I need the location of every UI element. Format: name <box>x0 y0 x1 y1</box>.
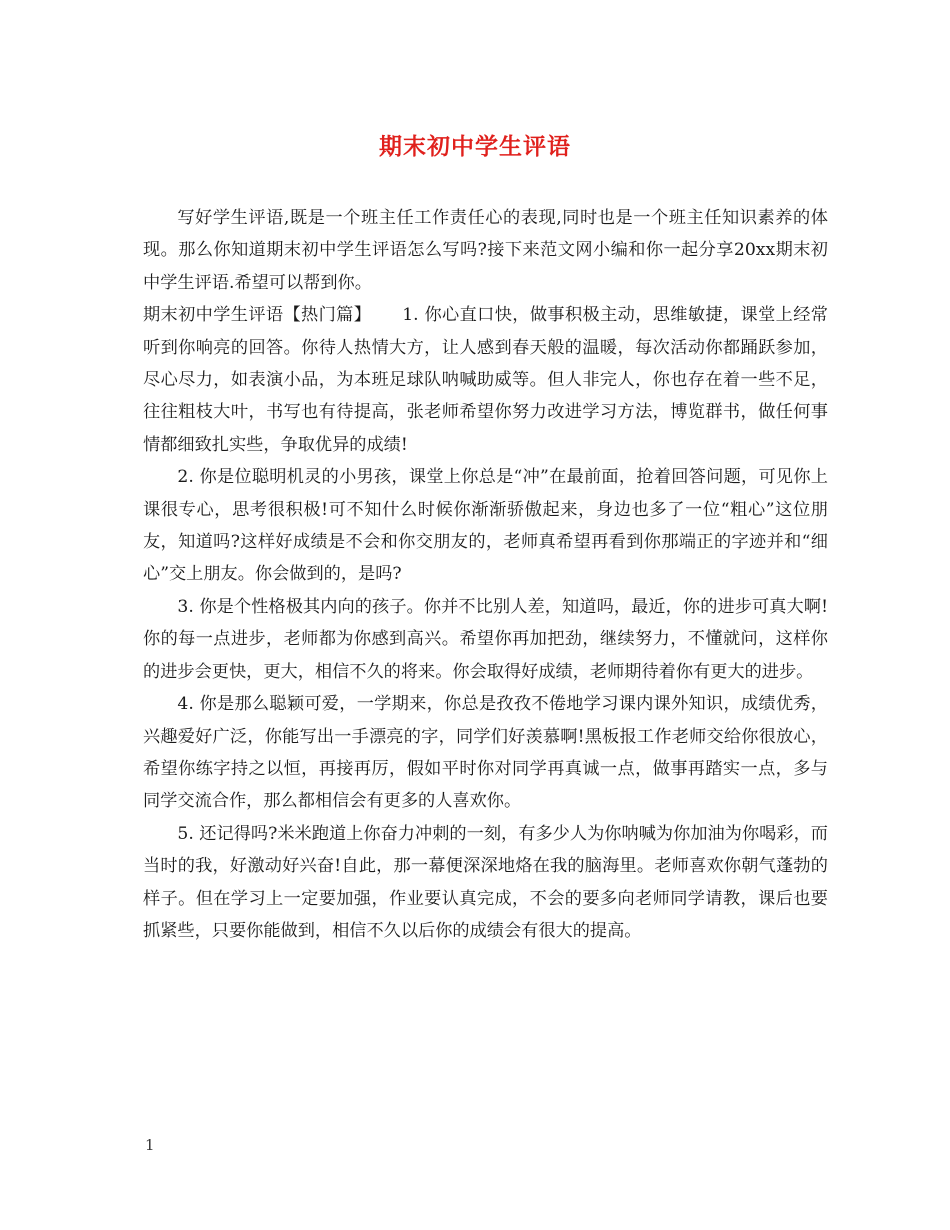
item-paragraph-1 <box>143 299 828 461</box>
page-title: 期末初中学生评语 <box>379 133 571 160</box>
document-body <box>143 202 828 947</box>
item-text: 1. 你心直口快，做事积极主动，思维敏捷，课堂上经常听到你响亮的回答。你待人热情大方，让人感到春天般的温暖，每次活动你都踊跃参加，尽心尽力，如表演小品，为本班足球队呐喊助威等。但人非完人，你也存在着一些不足，往往粗枝大叶，书写也有待提高，张老师希望你努力改进学习方法，博览群书，做任何事情都细致扎实些，争取优异的成绩! <box>143 305 828 455</box>
page-number: 1 <box>145 1136 155 1154</box>
intro-paragraph: 写好学生评语,既是一个班主任工作责任心的表现,同时也是一个班主任知识素养的体现。那么你知道期末初中学生评语怎么写吗?接下来范文网小编和你一起分享20xx期末初中学生评语.希望可以帮到你。 <box>143 208 828 293</box>
section-heading: 期末初中学生评语【热门篇】 <box>143 305 372 326</box>
item-paragraph-2: 2. 你是位聪明机灵的小男孩，课堂上你总是“冲”在最前面，抢着回答问题，可见你上课很专心，思考很积极!可不知什么时候你渐渐骄傲起来，身边也多了一位“粗心”这位朋友，知道吗?这样好成绩是不会和你交朋友的，老师真希望再看到你那端正的字迹并和“细心”交上朋友。你会做到的，是吗? <box>143 467 828 585</box>
item-paragraph-3: 3. 你是个性格极其内向的孩子。你并不比别人差，知道吗，最近，你的进步可真大啊!你的每一点进步，老师都为你感到高兴。希望你再加把劲，继续努力，不懂就问，这样你的进步会更快，更大，相信不久的将来。你会取得好成绩，老师期待着你有更大的进步。 <box>143 596 828 682</box>
item-paragraph-4: 4. 你是那么聪颖可爱，一学期来，你总是孜孜不倦地学习课内课外知识，成绩优秀，兴趣爱好广泛，你能写出一手漂亮的字，同学们好羡慕啊!黑板报工作老师交给你很放心，希望你练字持之以恒，再接再厉，假如平时你对同学再真诚一点，做事再踏实一点，多与同学交流合作，那么都相信会有更多的人喜欢你。 <box>143 694 828 812</box>
item-paragraph-5: 5. 还记得吗?米米跑道上你奋力冲刺的一刻，有多少人为你呐喊为你加油为你喝彩，而当时的我，好激动好兴奋!自此，那一幕便深深地烙在我的脑海里。老师喜欢你朝气蓬勃的样子。但在学习上一定要加强，作业要认真完成，不会的要多向老师同学请教，课后也要抓紧些，只要你能做到，相信不久以后你的成绩会有很大的提高。 <box>143 823 828 941</box>
